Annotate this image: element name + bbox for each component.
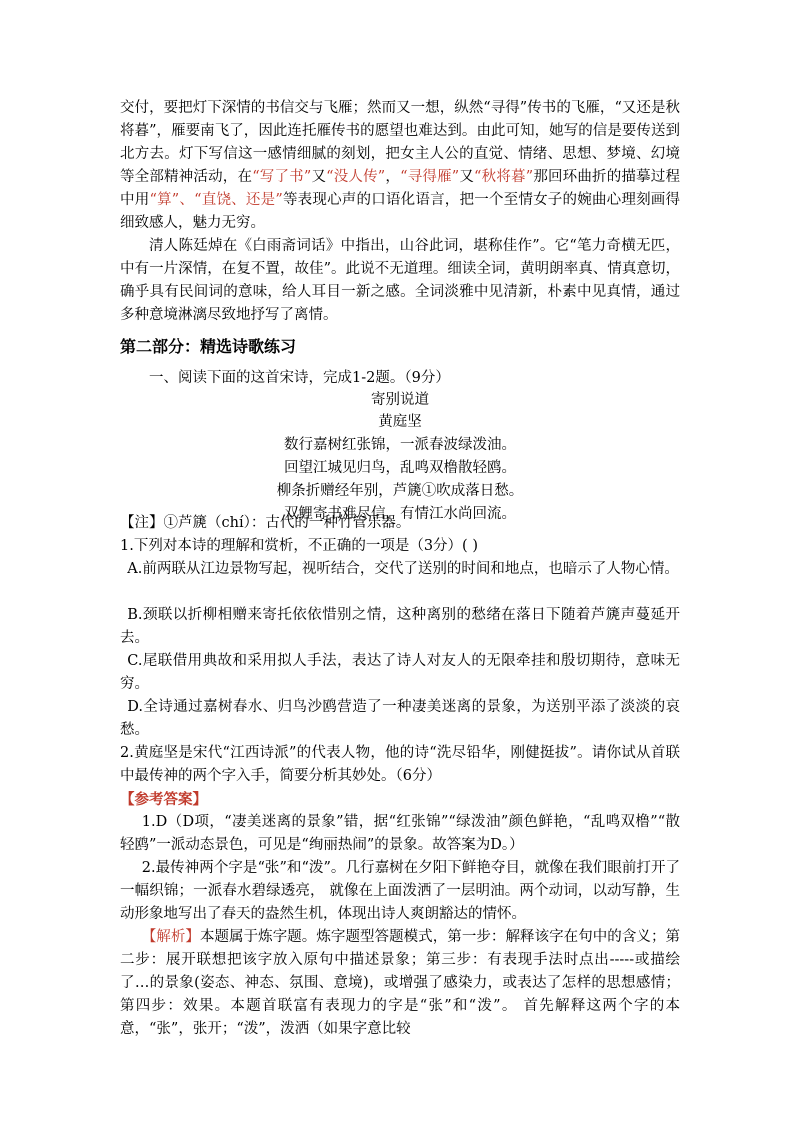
answer-title: 【参考答案】 bbox=[120, 791, 207, 808]
highlight-quote: “寻得雁” bbox=[400, 169, 460, 185]
intro-paragraph-1: 交付，要把灯下深情的书信交与飞雁；然而又一想，纵然“寻得”传书的飞雁，“又还是秋将暮”，雁要南飞了，因此连托雁传书的愿望也难达到。由此可知，她写的信是要传送到北方去。灯下写信这一感情细腻的刻划，把女主人公的直觉、情绪、思想、梦境、幻境等全部精神活动，在“写了书”又“没人传”，“寻得雁”又“秋将暮”那回环曲折的描摹过程中用“算”、“直饶、还是”等表现心声的口语化语言，把一个至情女子的婉曲心理刻画得细致感人，魅力无穷。 bbox=[120, 100, 681, 231]
analysis-paragraph bbox=[120, 926, 680, 1041]
highlight-quote: “没人传” bbox=[326, 169, 386, 185]
option-d: D.全诗通过嘉树春水、归鸟沙鸥营造了一种凄美迷离的景象，为送别平添了淡淡的哀愁。 bbox=[120, 699, 680, 738]
poem-note: 【注】①芦篪（chí）：古代的一种竹管乐器。 bbox=[120, 515, 411, 531]
intro-paragraph-2: 清人陈廷焯在《白雨斋词话》中指出，山谷此词，堪称佳作”。它“笔力奇横无匹，中有一片深情，在复不置，故佳”。此说不无道理。细读全词，黄明朗率真、情真意切，确乎具有民间词的意味，给人耳目一新之感。全词淡雅中见清新，朴素中见真情，通过多种意境淋漓尽致地抒写了离情。 bbox=[120, 238, 680, 323]
highlight-quote: “秋将暮” bbox=[474, 169, 534, 185]
poem-line: 柳条折赠经年别，芦篪①吹成落日愁。 bbox=[276, 483, 524, 499]
option-c: C.尾联借用典故和采用拟人手法，表达了诗人对友人的无限牵挂和殷切期待，意味无穷。 bbox=[120, 653, 680, 692]
poem-line: 双鲤寄书难尽信，有情江水尚回流。 bbox=[284, 506, 516, 522]
question-1-stem: 1.下列对本诗的理解和赏析，不正确的一项是（3分）( ) bbox=[120, 538, 478, 554]
poem-title: 寄别说道 bbox=[371, 392, 429, 408]
analysis-text: 本题属于炼字题。炼字题型答题模式，第一步：解释该字在句中的含义；第二步：展开联想把该字放入原句中描述景象；第三步：有表现手法时点出-----或描绘了…的景象(姿态、神态、氛围、意境)，或增强了感染力，或表达了怎样的思想感情；第四步：效果。本题首联富有表现力的字是“张”和“泼”。 首先解释这两个字的本意，“张”，张开；“泼”，泼洒（如果字意比较 bbox=[120, 929, 681, 1037]
poem-author: 黄庭坚 bbox=[378, 414, 422, 430]
question-intro: 一、阅读下面的这首宋诗，完成1-2题。（9分） bbox=[149, 370, 450, 386]
option-a: A.前两联从江边景物写起，视听结合，交代了送别的时间和地点，也暗示了人物心情。 bbox=[127, 561, 679, 577]
poem-line: 数行嘉树红张锦，一派春波绿泼油。 bbox=[284, 437, 516, 453]
answer-1: 1.D（D项，“凄美迷离的景象”错，据“红张锦”“绿泼油”颜色鲜艳，“乱鸣双橹”“散轻鸥”一派动态景色，可见是“绚丽热闹”的景象。故答案为D。） bbox=[120, 814, 680, 853]
poem-line: 回望江城见归鸟，乱鸣双橹散轻鸥。 bbox=[284, 460, 516, 476]
section-title: 第二部分：精选诗歌练习 bbox=[120, 337, 297, 356]
question-2: 2.黄庭坚是宋代“江西诗派”的代表人物，他的诗“洗尽铅华，刚健挺拔”。请你试从首联中最传神的两个字入手，简要分析其妙处。（6分） bbox=[120, 745, 680, 784]
highlight-quote: “写了书” bbox=[252, 169, 312, 185]
option-b: B.颈联以折柳相赠来寄托依依惜别之情，这种离别的愁绪在落日下随着芦篪声蔓延开去。 bbox=[120, 607, 680, 646]
analysis-label: 【解析】 bbox=[141, 929, 200, 945]
highlight-quote: “算”、“直饶、还是” bbox=[149, 192, 283, 208]
answer-2: 2.最传神两个字是“张”和“泼”。几行嘉树在夕阳下鲜艳夺目，就像在我们眼前打开了一幅织锦；一派春水碧绿透亮， 就像在上面泼洒了一层明油。两个动词，以动写静，生动形象地写出了春天的盎然生机，体现出诗人爽朗豁达的情怀。 bbox=[120, 860, 680, 922]
